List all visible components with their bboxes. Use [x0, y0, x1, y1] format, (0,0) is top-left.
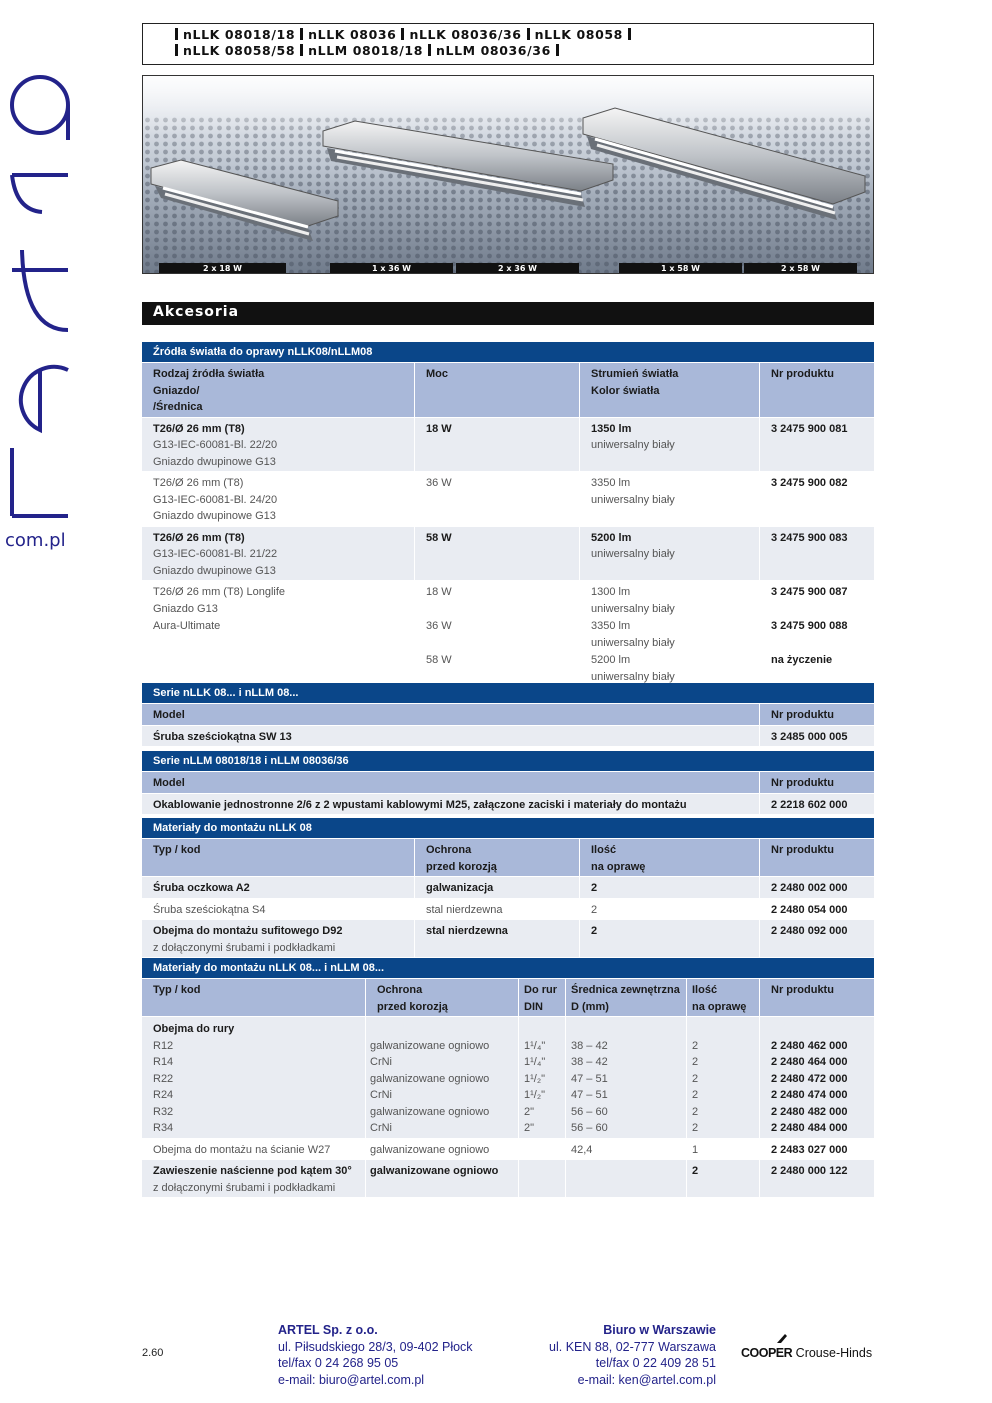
company-email[interactable]: e-mail: biuro@artel.com.pl: [278, 1372, 425, 1387]
company-street: ul. Piłsudskiego 28/3, 09-402 Płock: [278, 1339, 473, 1354]
table-row: Śruba oczkowa A2 galwanizacja 2 2 2480 002 000: [142, 876, 874, 898]
mounting-nllk-table: [142, 818, 874, 957]
model-code: nLLK 08036: [308, 27, 397, 42]
table-title: Materiały do montażu nLLK 08... i nLLM 08...: [142, 958, 874, 978]
light-sources-table: [142, 342, 874, 686]
table-row: T26/Ø 26 mm (T8) Longlife Gniazdo G13 18 W 1300 lm uniwersalny biały 3 2475 900 087: [142, 580, 874, 618]
model-code: nLLM 08036/36: [436, 43, 551, 58]
table-row: Śruba sześciokątna SW 13 3 2485 000 005: [142, 725, 874, 747]
office-email[interactable]: e-mail: ken@artel.com.pl: [577, 1372, 716, 1387]
photo-label: 1 x 36 W: [330, 263, 453, 274]
table-header: [142, 362, 874, 417]
table-header: Typ / kod Ochrona przed korozją Do rur DIN Średnica zewnętrzna D (mm) Ilość na oprawę Nr produktu: [142, 978, 874, 1016]
header-cell: Strumień światła Kolor światła: [580, 363, 760, 417]
table-row: Obejma do montażu na ścianie W27 galwanizowane ogniowo 42,4 1 2 2483 027 000: [142, 1138, 874, 1160]
table-row: T26/Ø 26 mm (T8) G13-IEC-60081-Bl. 22/20 Gniazdo dwupinowe G13 18 W 1350 lm uniwersalny biały 3 2475 900 081: [142, 417, 874, 472]
table-header: Model Nr produktu: [142, 771, 874, 793]
model-code: nLLK 08036/36: [409, 27, 522, 42]
model-code: nLLK 08058/58: [183, 43, 296, 58]
section-title: Akcesoria: [142, 302, 874, 325]
table-row: Śruba sześciokątna S4 stal nierdzewna 2 2 2480 054 000: [142, 898, 874, 920]
artel-logo: [2, 70, 74, 550]
table-row-group: Obejma do rury R12 R14 R22 R24 R32 R34 galwanizowane ogniowo CrNi galwanizowane ogniowo CrNi galwanizowane ogniowo CrNi 1¹/₄" 1¹/₄" 1¹/₂" 1¹/₂" 2" 2" 38 – 42 38 – 42 47 – 51 47 – 51 56 – 60 56 – 60 2 2 2 2 2 2 2 2480 462 000 2 2480 464 000 2 2480 472 000 2 2480 474 000 2 2480 482 000 2 2480 484 000: [142, 1016, 874, 1138]
office-address: [549, 1322, 716, 1388]
header-cell: Moc: [415, 363, 580, 417]
table-header: Typ / kod Ochrona przed korozją Ilość na oprawę Nr produktu: [142, 838, 874, 876]
product-photo: [142, 75, 874, 274]
photo-label: 1 x 58 W: [619, 263, 742, 274]
table-row: Aura-Ultimate 36 W 3350 lm uniwersalny biały 3 2475 900 088: [142, 618, 874, 652]
company-phone: tel/fax 0 24 268 95 05: [278, 1356, 399, 1370]
page-number: 2.60: [142, 1347, 164, 1359]
model-code: nLLK 08018/18: [183, 27, 296, 42]
company-address: [278, 1322, 473, 1388]
series-table: [142, 683, 874, 746]
brand-caption: com.pl: [5, 530, 66, 551]
table-header: Model Nr produktu: [142, 703, 874, 725]
header-cell: Rodzaj źródła światła Gniazdo/ /Średnica: [142, 363, 415, 417]
table-title: Serie nLLK 08... i nLLM 08...: [142, 683, 874, 703]
office-title: Biuro w Warszawie: [603, 1323, 716, 1337]
header-cell: Nr produktu: [760, 363, 874, 417]
photo-label: 2 x 58 W: [744, 263, 857, 274]
model-list-line-1: [175, 27, 873, 43]
cabling-table: [142, 751, 874, 814]
table-row: Zawieszenie naścienne pod kątem 30° z dołączonymi śrubami i podkładkami galwanizowane ogniowo 2 2 2480 000 122: [142, 1159, 874, 1197]
mounting-all-table: [142, 958, 874, 1197]
model-code: nLLK 08058: [534, 27, 623, 42]
table-title: Materiały do montażu nLLK 08: [142, 818, 874, 838]
table-row: Okablowanie jednostronne 2/6 z 2 wpustami kablowymi M25, załączone zaciski i materiały do montażu 2 2218 602 000: [142, 793, 874, 815]
table-row: Obejma do montażu sufitowego D92 z dołączonymi śrubami i podkładkami stal nierdzewna 2 2 2480 092 000: [142, 919, 874, 957]
model-list-box: [142, 23, 874, 65]
office-phone: tel/fax 0 22 409 28 51: [595, 1356, 716, 1370]
table-title: Serie nLLM 08018/18 i nLLM 08036/36: [142, 751, 874, 771]
model-code: nLLM 08018/18: [308, 43, 423, 58]
table-row: T26/Ø 26 mm (T8) G13-IEC-60081-Bl. 21/22 Gniazdo dwupinowe G13 58 W 5200 lm uniwersalny biały 3 2475 900 083: [142, 526, 874, 581]
office-street: ul. KEN 88, 02-777 Warszawa: [549, 1339, 716, 1354]
model-list-line-2: [175, 43, 873, 59]
photo-label: 2 x 36 W: [456, 263, 579, 274]
table-row: 58 W 5200 lm uniwersalny biały na życzenie: [142, 652, 874, 686]
partner-logo: COOPER Crouse-Hinds: [741, 1346, 873, 1360]
company-name: ARTEL Sp. z o.o.: [278, 1323, 378, 1337]
table-row: T26/Ø 26 mm (T8) G13-IEC-60081-Bl. 24/20 Gniazdo dwupinowe G13 36 W 3350 lm uniwersalny biały 3 2475 900 082: [142, 471, 874, 526]
table-title: Źródła światła do oprawy nLLK08/nLLM08: [142, 342, 874, 362]
photo-label: 2 x 18 W: [159, 263, 286, 274]
